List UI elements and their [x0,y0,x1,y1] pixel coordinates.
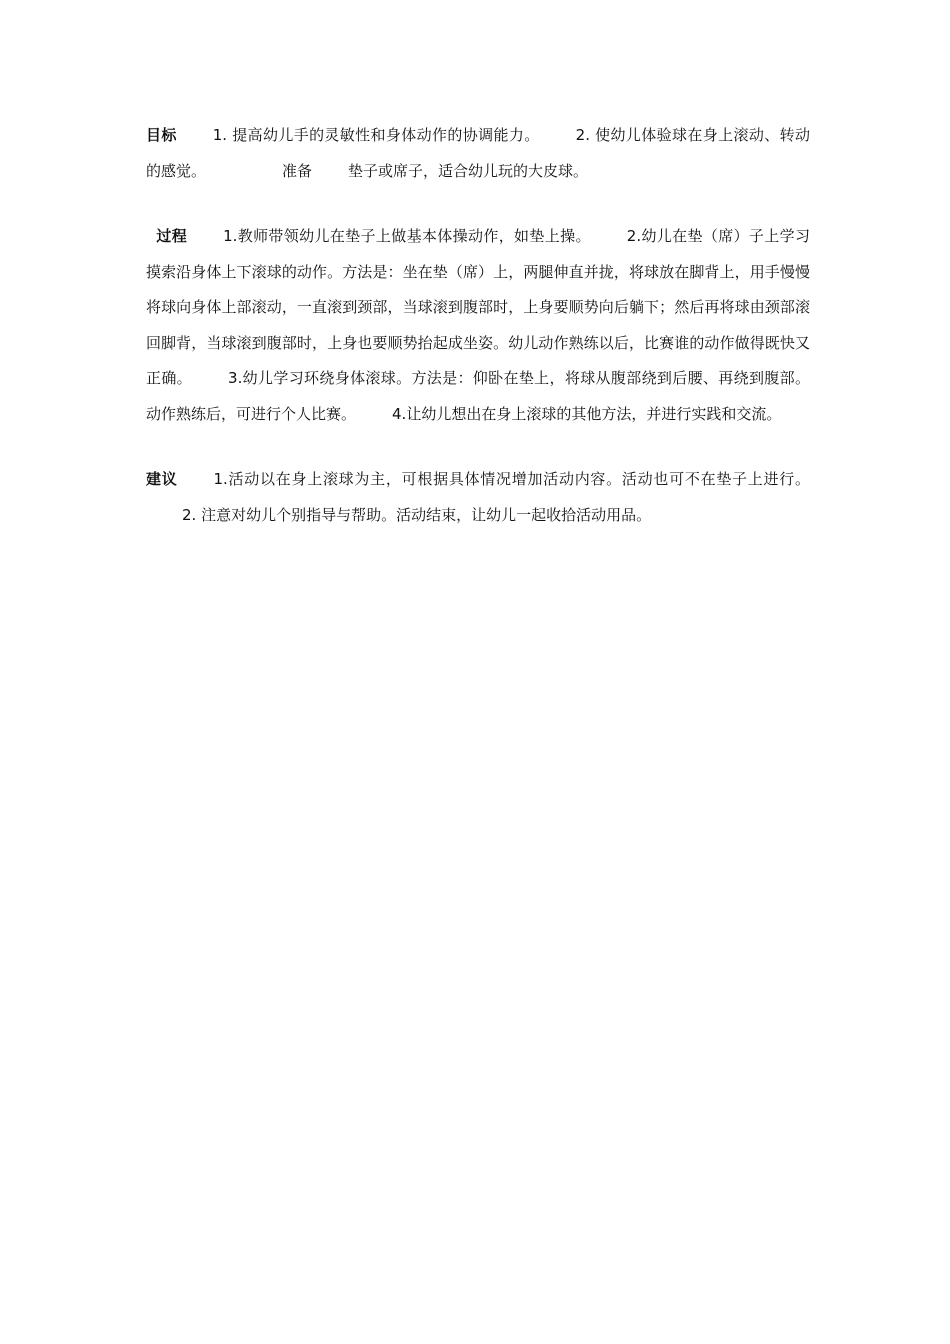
process-item-2-text: 幼儿在垫（席）子上学习摸索沿身体上下滚球的动作。方法是：坐在垫（席）上，两腿伸直并拢，将球放在脚背上，用手慢慢将球向身体上部滚动，一直滚到颈部，当球滚到腹部时，上身要顺势向后躺下；然后再将球由颈部滚回脚背，当球滚到腹部时，上身也要顺势抬起成坐姿。幼儿动作熟练以后，比赛谁的动作做得既快又正确。 [146,227,810,387]
process-paragraph [146,219,810,432]
process-item-1-text: 教师带领幼儿在垫子上做基本体操动作，如垫上操。 [237,227,591,245]
suggest-item-2-text: 注意对幼儿个别指导与帮助。活动结束，让幼儿一起收拾活动用品。 [201,505,652,524]
goal-item-2-number: 2. [575,126,590,144]
goal-paragraph [146,118,810,189]
goal-label: 目标 [146,126,177,144]
suggest-label: 建议 [146,470,178,488]
process-item-4-text: 让幼儿想出在身上滚球的其他方法，并进行实践和交流。 [406,404,782,423]
goal-item-1-number: 1. [212,126,228,144]
suggest-item-2-number: 2. [182,505,197,524]
goal-item-2-text: 使幼儿体验球在身上滚动、转动的感觉。 [146,126,810,180]
prep-label: 准备 [282,161,313,180]
suggest-item-1-text: 活动以在身上滚球为主，可根据具体情况增加活动内容。活动也可不在垫子上进行。 [227,470,810,488]
goal-item-1-text: 提高幼儿手的灵敏性和身体动作的协调能力。 [232,126,540,144]
process-item-4-number: 4. [392,404,407,423]
process-item-3-text: 幼儿学习环绕身体滚球。方法是：仰卧在垫上，将球从腹部绕到后腰、再绕到腹部。动作熟练后，可进行个人比赛。 [146,369,810,423]
suggest-item-1-number: 1. [213,470,228,488]
process-item-2-number: 2. [626,227,642,245]
process-item-1-number: 1. [223,227,238,245]
process-label: 过程 [156,227,188,245]
process-item-3-number: 3. [228,369,243,387]
prep-text: 垫子或席子，适合幼儿玩的大皮球。 [348,161,589,180]
document-body [146,118,810,533]
suggest-paragraph [146,462,810,533]
